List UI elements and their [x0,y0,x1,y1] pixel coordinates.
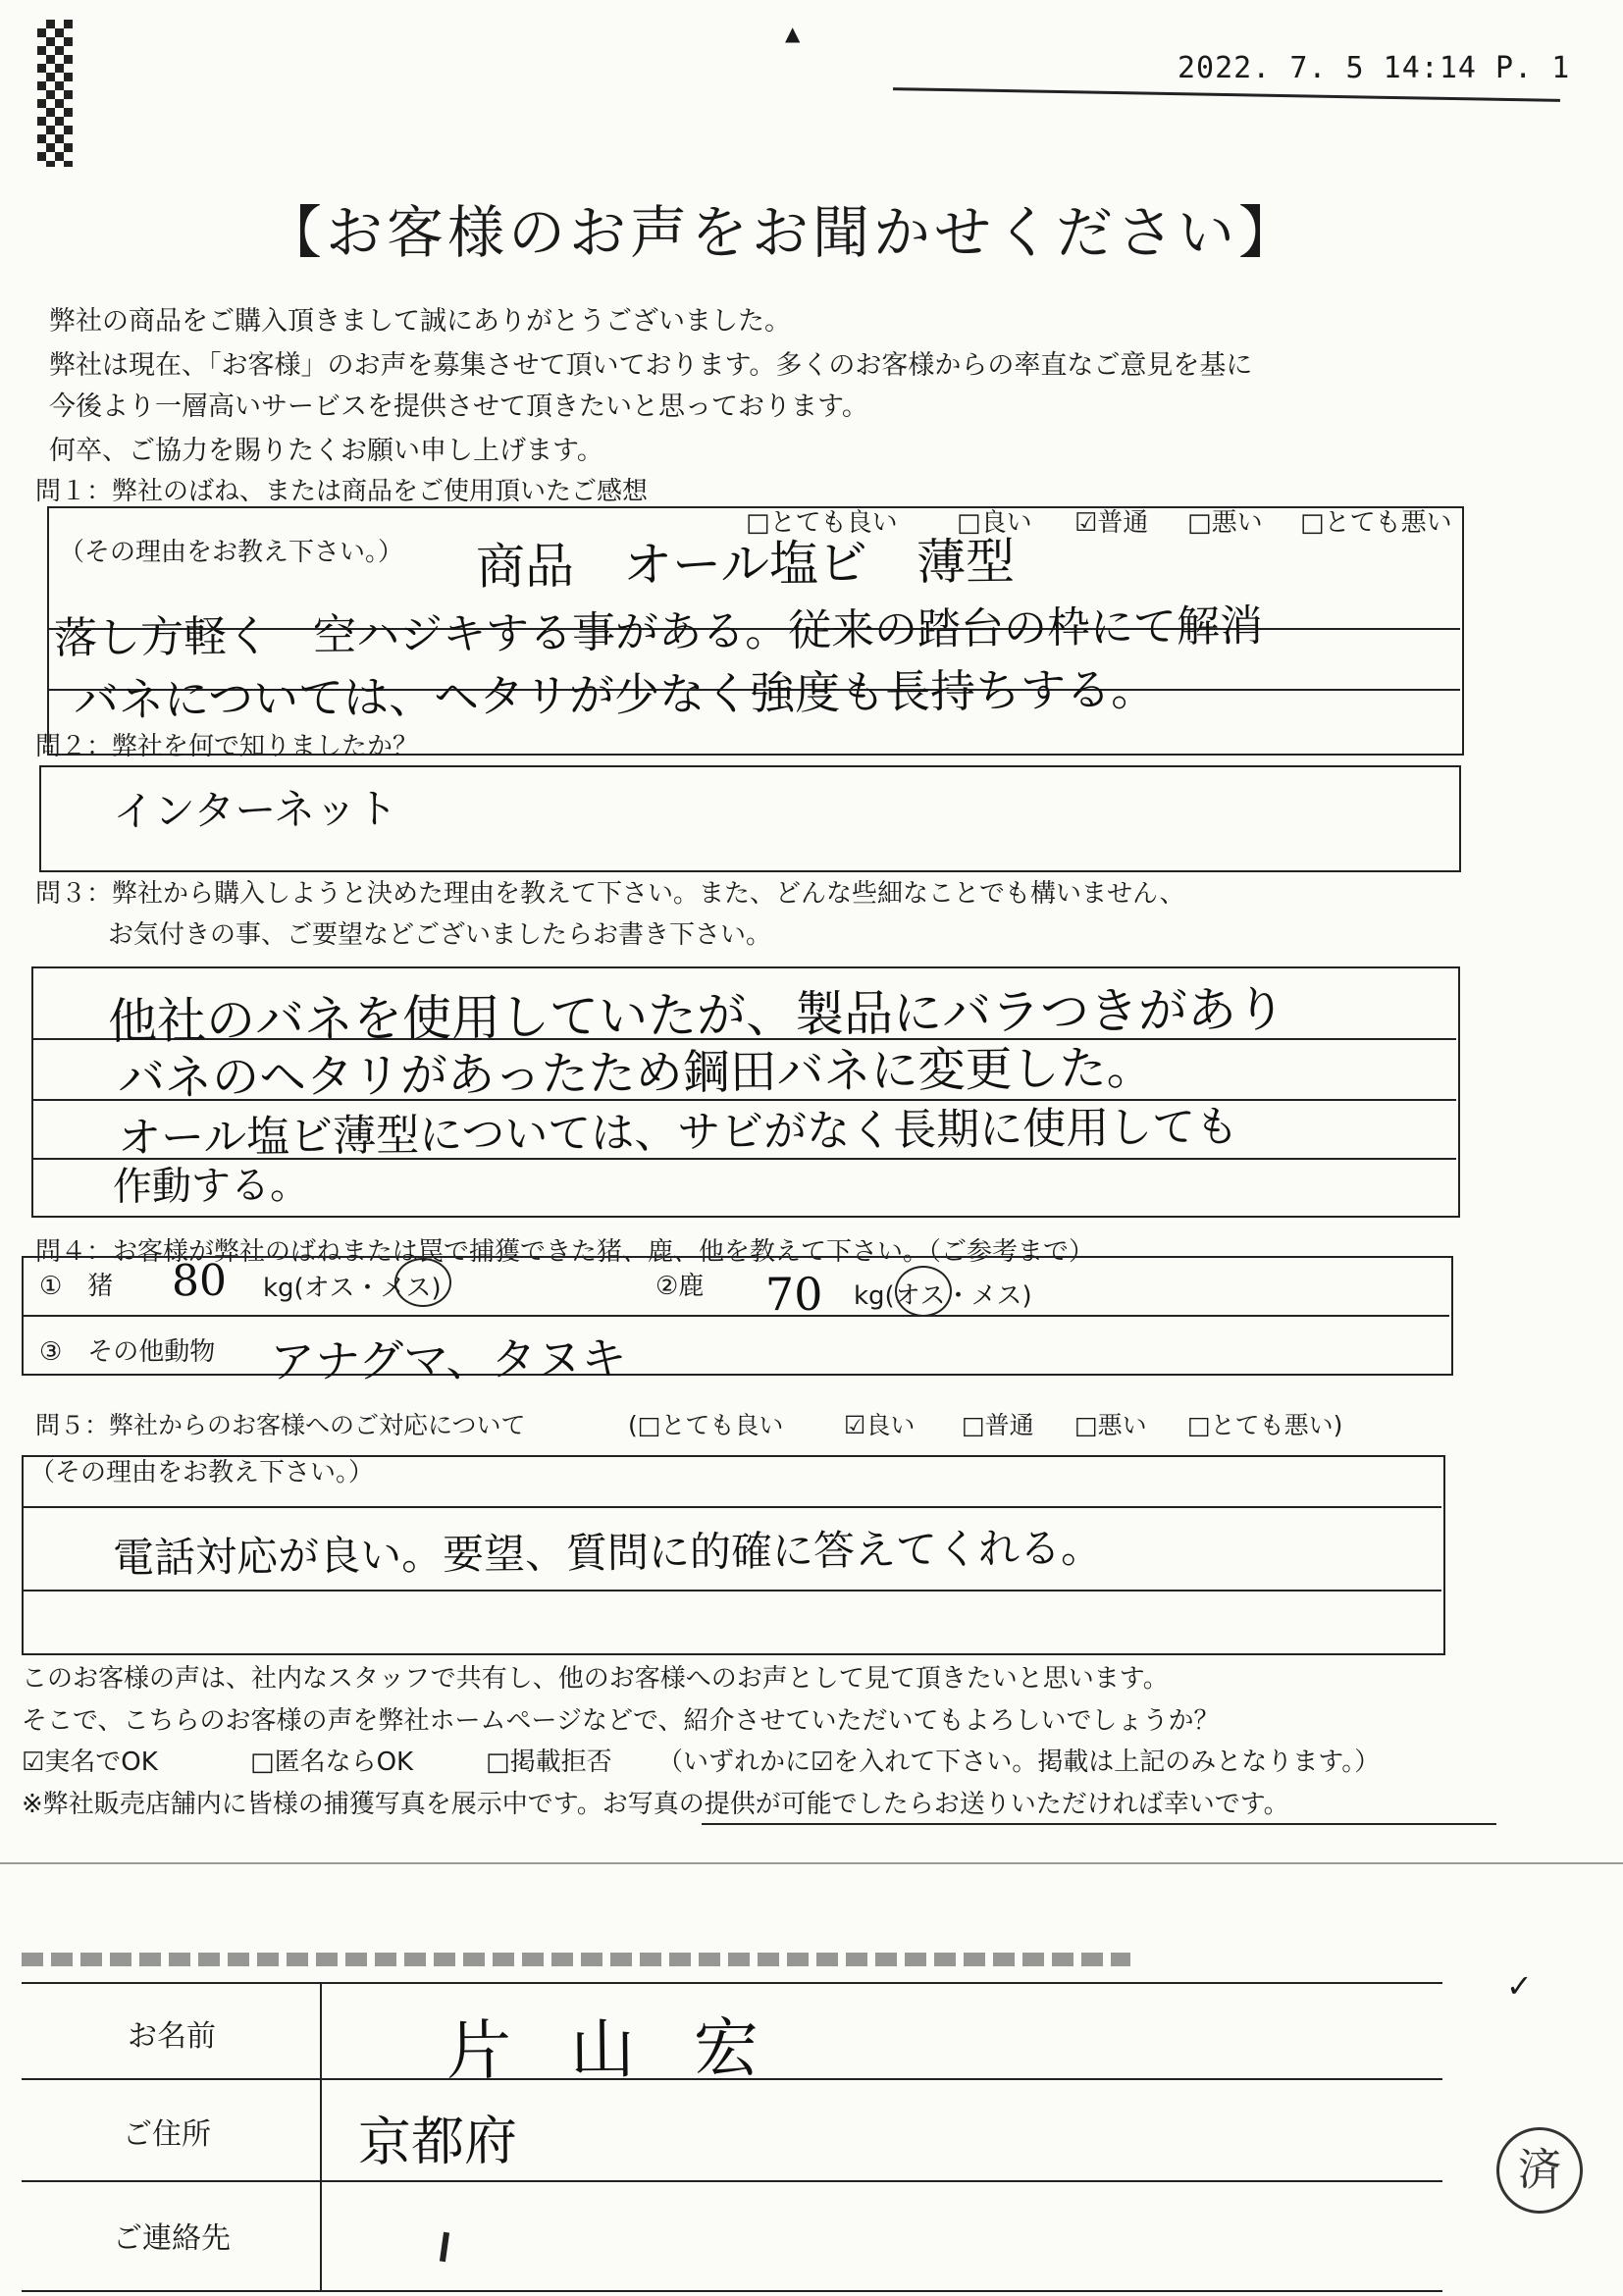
underline [702,1823,1496,1825]
top-marker-icon: ▲ [785,22,801,45]
divider [22,1315,1449,1317]
q1-option-normal[interactable]: ☑普通 [1074,508,1149,538]
paper-edge [0,1862,1623,1864]
divider [22,1590,1441,1592]
q3-label: 問３：弊社から購入しようと決めた理由を教えて下さい。また、どんな些細なことでも構いません、 [35,879,1185,909]
q1-option-good[interactable]: □良い [957,508,1032,538]
intro-line: 今後より一層高いサービスを提供させて頂きたいと思っております。 [49,391,868,422]
divider [893,87,1560,102]
cut-off-text [22,1953,1130,1966]
q4-deer-unit: kg(オス・メス) [854,1281,1032,1311]
q5-label: 問５：弊社からのお客様へのご対応について [35,1411,526,1439]
consent-option-refuse[interactable]: □掲載拒否 [486,1748,612,1777]
q5-option-bad[interactable]: □悪い [1074,1411,1147,1439]
q3-answer-line: 作動する。 [112,1162,310,1211]
q3-answer-line: バネのヘタリがあったため鋼田バネに変更した。 [117,1040,1154,1107]
q5-option-very-bad[interactable]: □とても悪い) [1187,1411,1343,1439]
processed-seal-icon: 済 [1496,2127,1583,2214]
q1-answer-line: 落し方軽く 空ハジキする事がある。従来の踏台の枠にて解消 [53,600,1264,664]
q1-option-very-bad[interactable]: □とても悪い [1300,508,1452,538]
consent-note: （いずれかに☑を入れて下さい。掲載は上記のみとなります。） [657,1748,1381,1777]
q5-reason-label: （その理由をお教え下さい。） [29,1458,375,1487]
q1-answer-line: 商品 オール塩ビ 薄型 [475,533,1016,596]
q1-label: 問１：弊社のばね、または商品をご使用頂いたご感想 [35,477,649,506]
check-mark-icon: ✓ [1506,1967,1533,2005]
address-value: 京都府 [357,2110,518,2173]
circle-mark-icon [895,1266,952,1317]
q3-answer-line: 他社のバネを使用していたが、製品にバラつきがあり [107,980,1286,1051]
consent-line: そこで、こちらのお客様の声を弊社ホームページなどで、紹介させていただいてもよろしいでしょうか？ [22,1706,1220,1736]
q1-option-bad[interactable]: □悪い [1187,508,1263,538]
q4-boar-unit: kg(オス・メス) [263,1274,442,1303]
page-title: 【お客様のお声をお聞かせください】 [265,199,1300,266]
circle-mark-icon [394,1258,451,1307]
q5-option-normal[interactable]: □普通 [962,1411,1034,1439]
phone-label: ご連絡先 [113,2221,231,2256]
intro-line: 何卒、ご協力を賜りたくお願い申し上げます。 [49,436,603,466]
fax-registration-mark [37,20,73,167]
name-value: 片山宏 [445,2009,818,2089]
consent-option-real-name[interactable]: ☑実名でOK [22,1748,158,1777]
q4-boar-weight: 80 [171,1255,228,1307]
q4-other-answer: アナグマ、タヌキ [269,1331,627,1388]
q5-option-good[interactable]: ☑良い [844,1411,916,1439]
q4-deer-weight: 70 [764,1267,823,1322]
q5-answer: 電話対応が良い。要望、質問に的確に答えてくれる。 [112,1523,1103,1583]
consent-option-anonymous[interactable]: □匿名ならOK [250,1748,414,1777]
divider [320,1982,322,2290]
q3-label-2: お気付きの事、ご要望などございましたらお書き下さい。 [108,920,772,950]
consent-line: このお客様の声は、社内なスタッフで共有し、他のお客様へのお声として見て頂きたいと思います。 [22,1664,1169,1694]
intro-line: 弊社は現在、「お客様」のお声を募集させて頂いております。多くのお客様からの率直なご意見を基に [49,350,1253,381]
name-label: お名前 [128,2019,216,2054]
q5-option-very-good[interactable]: (□とても良い [628,1411,784,1439]
q1-reason-label: （その理由をお教え下さい。） [59,538,404,567]
q4-deer-label: ②鹿 [655,1272,705,1301]
address-label: ご住所 [123,2117,211,2152]
fax-stamp: 2022. 7. 5 14:14 P. 1 [1178,51,1571,85]
q4-other-label: ③ その他動物 [39,1337,216,1367]
q4-label: 問４：お客様が弊社のばねまたは罠で捕獲できた猪、鹿、他を教えて下さい。（ご参考まで） [35,1237,1095,1267]
q2-answer: インターネット [112,784,398,836]
divider [22,2180,1442,2182]
photo-note: ※弊社販売店舗内に皆様の捕獲写真を展示中です。お写真の提供が可能でしたらお送りいただければ幸いです。 [22,1790,1289,1819]
q2-label: 問２：弊社を何で知りましたか？ [35,732,419,761]
q4-boar-label: ① 猪 [39,1272,114,1301]
intro-line: 弊社の商品をご購入頂きまして誠にありがとうございました。 [49,306,791,337]
q1-answer-line: バネについては、ヘタリが少なく強度も長持ちする。 [73,662,1157,727]
q3-answer-line: オール塩ビ薄型については、サビがなく長期に使用しても [117,1102,1239,1164]
divider [22,1506,1441,1508]
q1-option-very-good[interactable]: □とても良い [746,508,898,538]
